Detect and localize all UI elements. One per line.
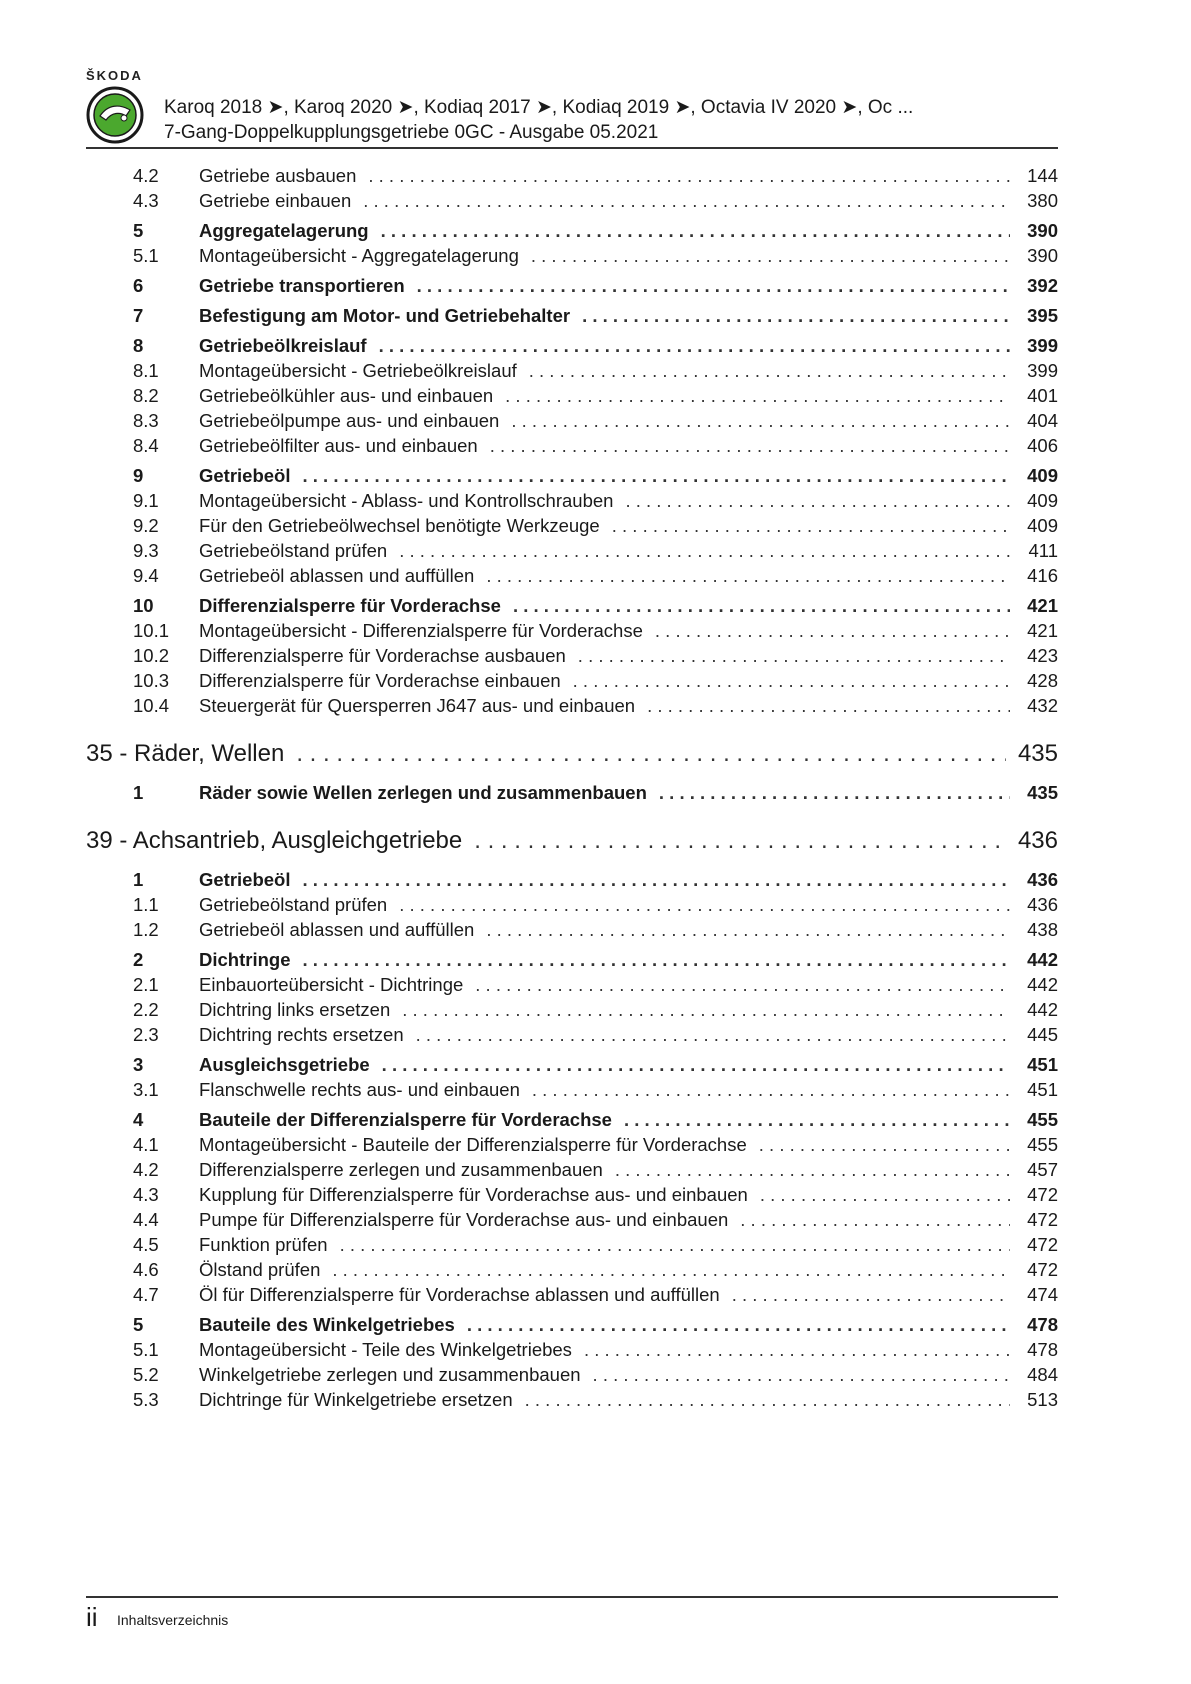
toc-section-row[interactable] [86,1054,1058,1079]
toc-dot-leader [303,869,1011,891]
toc-dot-leader [381,220,1010,242]
toc-section-row[interactable] [86,1109,1058,1134]
toc-title: Dichtringe [199,949,291,970]
toc-page-number: 457 [1027,1159,1058,1180]
toc-number: 10.4 [133,695,170,716]
toc-dot-leader [740,1209,1010,1231]
page-header [86,68,1058,148]
toc-title: Getriebeöl ablassen und auffüllen [199,565,475,586]
toc-number: 9.4 [133,565,159,586]
header-edition: 7-Gang-Doppelkupplungsgetriebe 0GC - Ausgabe 05.2021 [164,122,659,143]
toc-dot-leader [505,385,1010,407]
toc-title: Montageübersicht - Aggregatelagerung [199,245,519,266]
toc-number: 9.1 [133,490,159,511]
toc-page-number: 442 [1027,999,1058,1020]
toc-dot-leader [655,620,1010,642]
toc-page-number: 390 [1027,245,1058,266]
toc-subsection-row[interactable] [86,490,1058,515]
toc-title: Getriebeöl ablassen und auffüllen [199,919,475,940]
toc-dot-leader [578,645,1010,667]
toc-subsection-row[interactable] [86,1134,1058,1159]
toc-title: Differenzialsperre für Vorderachse ausbauen [199,645,566,666]
toc-title: Differenzialsperre für Vorderachse einbauen [199,670,561,691]
toc-title: Montageübersicht - Getriebeölkreislauf [199,360,517,381]
toc-page-number: 411 [1028,540,1058,561]
toc-dot-leader [296,740,1006,768]
toc-page-number: 513 [1027,1389,1058,1410]
toc-subsection-row[interactable] [86,540,1058,565]
toc-subsection-row[interactable] [86,245,1058,270]
toc-number: 4.7 [133,1284,159,1305]
toc-number: 10 [133,595,154,616]
toc-title: Getriebeöl [199,465,291,486]
toc-title: Differenzialsperre zerlegen und zusammenbauen [199,1159,603,1180]
toc-subsection-row[interactable] [86,974,1058,999]
toc-number: 2.2 [133,999,159,1020]
toc-number: 1 [133,869,144,890]
toc-page-number: 399 [1027,335,1058,356]
toc-page-number: 472 [1027,1209,1058,1230]
toc-section-row[interactable] [86,220,1058,245]
toc-page-number: 455 [1027,1109,1058,1130]
toc-page-number: 421 [1027,620,1058,641]
toc-dot-leader [475,974,1010,996]
toc-dot-leader [615,1159,1010,1181]
toc-dot-leader [624,1109,1010,1131]
toc-subsection-row[interactable] [86,999,1058,1024]
toc-dot-leader [593,1364,1010,1386]
toc-subsection-row[interactable] [86,645,1058,670]
toc-title: Getriebeölstand prüfen [199,894,388,915]
toc-subsection-row[interactable] [86,1259,1058,1284]
toc-dot-leader [511,410,1010,432]
toc-title: Getriebeölpumpe aus- und einbauen [199,410,500,431]
toc-number: 3 [133,1054,144,1075]
toc-subsection-row[interactable] [86,670,1058,695]
toc-subsection-row[interactable] [86,1024,1058,1049]
toc-section-row[interactable] [86,782,1058,807]
toc-subsection-row[interactable] [86,360,1058,385]
toc-dot-leader [513,595,1010,617]
toc-section-row[interactable] [86,305,1058,330]
toc-number: 6 [133,275,144,296]
toc-number: 8 [133,335,144,356]
toc-number: 4.6 [133,1259,159,1280]
toc-dot-leader [582,305,1010,327]
toc-page-number: 478 [1027,1314,1058,1335]
toc-dot-leader [399,540,1010,562]
toc-page-number: 380 [1027,190,1058,211]
toc-dot-leader [625,490,1010,512]
toc-title: Bauteile der Differenzialsperre für Vorderachse [199,1109,612,1130]
toc-number: 8.1 [133,360,159,381]
toc-title: Getriebeölfilter aus- und einbauen [199,435,478,456]
toc-page-number: 423 [1027,645,1058,666]
toc-dot-leader [303,465,1011,487]
toc-dot-leader [340,1234,1010,1256]
toc-dot-leader [379,335,1010,357]
toc-page-number: 390 [1027,220,1058,241]
toc-page-number: 438 [1027,919,1058,940]
toc-number: 4.5 [133,1234,159,1255]
toc-dot-leader [368,165,1010,187]
toc-subsection-row[interactable] [86,1184,1058,1209]
toc-subsection-row[interactable] [86,894,1058,919]
toc-subsection-row[interactable] [86,515,1058,540]
toc-title: Steuergerät für Quersperren J647 aus- und einbauen [199,695,636,716]
toc-dot-leader [467,1314,1010,1336]
toc-title: Getriebe transportieren [199,275,405,296]
toc-page-number: 436 [1017,827,1058,854]
toc-subsection-row[interactable] [86,410,1058,435]
toc-title: Montageübersicht - Differenzialsperre für Vorderachse [199,620,643,641]
toc-dot-leader [486,919,1010,941]
toc-page-number: 442 [1027,974,1058,995]
toc-number: 4.4 [133,1209,159,1230]
toc-dot-leader [486,565,1010,587]
toc-title: Räder sowie Wellen zerlegen und zusammenbauen [199,782,647,803]
toc-title: Öl für Differenzialsperre für Vorderachse ablassen und auffüllen [199,1284,720,1305]
toc-number: 5.2 [133,1364,159,1385]
toc-title: Dichtring rechts ersetzen [199,1024,404,1045]
toc-number: 9 [133,465,144,486]
toc-number: 10.3 [133,670,170,691]
footer-divider [86,1596,1058,1598]
toc-section-row[interactable] [86,1314,1058,1339]
toc-number: 4.2 [133,1159,159,1180]
toc-subsection-row[interactable] [86,919,1058,944]
toc-subsection-row[interactable] [86,1234,1058,1259]
toc-dot-leader [363,190,1010,212]
toc-page-number: 474 [1027,1284,1058,1305]
toc-dot-leader [732,1284,1010,1306]
toc-dot-leader [525,1389,1010,1411]
toc-section-row[interactable] [86,595,1058,620]
toc-dot-leader [573,670,1010,692]
toc-dot-leader [529,360,1010,382]
toc-title: Montageübersicht - Ablass- und Kontrollschrauben [199,490,614,511]
toc-dot-leader [490,435,1010,457]
toc-dot-leader [759,1134,1010,1156]
toc-subsection-row[interactable] [86,1079,1058,1104]
toc-dot-leader [760,1184,1010,1206]
toc-number: 8.2 [133,385,159,406]
toc-title: Ölstand prüfen [199,1259,321,1280]
toc-subsection-row[interactable] [86,165,1058,190]
toc-title: Funktion prüfen [199,1234,328,1255]
toc-number: 1 [133,782,144,803]
toc-number: 4.1 [133,1134,159,1155]
toc-page-number: 401 [1027,385,1058,406]
toc-page-number: 421 [1027,595,1058,616]
toc-dot-leader [416,1024,1010,1046]
toc-title: Ausgleichsgetriebe [199,1054,370,1075]
toc-page-number: 404 [1027,410,1058,431]
toc-dot-leader [612,515,1010,537]
toc-page-number: 399 [1027,360,1058,381]
toc-subsection-row[interactable] [86,620,1058,645]
toc-title: Getriebe einbauen [199,190,352,211]
footer-page-number: ii [86,1602,98,1632]
toc-page-number: 409 [1027,515,1058,536]
toc-dot-leader [584,1339,1010,1361]
toc-page-number: 435 [1027,782,1058,803]
toc-title: Getriebeölkreislauf [199,335,367,356]
toc-number: 2 [133,949,144,970]
toc-page-number: 451 [1027,1054,1058,1075]
toc-number: 2.1 [133,974,159,995]
toc-title: Differenzialsperre für Vorderachse [199,595,501,616]
toc-title: Dichtring links ersetzen [199,999,391,1020]
toc-subsection-row[interactable] [86,1209,1058,1234]
toc-number: 3.1 [133,1079,159,1100]
header-divider [86,147,1058,149]
toc-title: Montageübersicht - Teile des Winkelgetriebes [199,1339,572,1360]
toc-page-number: 451 [1027,1079,1058,1100]
toc-subsection-row[interactable] [86,565,1058,590]
toc-subsection-row[interactable] [86,695,1058,720]
toc-title: 35 - Räder, Wellen [86,740,285,767]
toc-page-number: 395 [1027,305,1058,326]
toc-page-number: 409 [1027,490,1058,511]
header-models: Karoq 2018 ➤, Karoq 2020 ➤, Kodiaq 2017 ➤, Kodiaq 2019 ➤, Octavia IV 2020 ➤, Oc ... [164,97,914,118]
toc-subsection-row[interactable] [86,190,1058,215]
toc-section-row[interactable] [86,275,1058,300]
toc-title: Bauteile des Winkelgetriebes [199,1314,455,1335]
toc-subsection-row[interactable] [86,385,1058,410]
toc-section-row[interactable] [86,869,1058,894]
table-of-contents [86,165,1058,1414]
toc-number: 8.4 [133,435,159,456]
toc-section-row[interactable] [86,335,1058,360]
toc-dot-leader [474,827,1006,855]
toc-subsection-row[interactable] [86,1284,1058,1309]
toc-number: 5.1 [133,245,159,266]
toc-number: 1.1 [133,894,159,915]
footer-label: Inhaltsverzeichnis [117,1612,229,1628]
toc-number: 5 [133,1314,144,1335]
toc-page-number: 472 [1027,1234,1058,1255]
toc-page-number: 416 [1027,565,1058,586]
toc-page-number: 472 [1027,1259,1058,1280]
toc-page-number: 436 [1027,894,1058,915]
toc-page-number: 435 [1017,740,1058,767]
toc-dot-leader [532,1079,1010,1101]
toc-number: 4 [133,1109,144,1130]
toc-dot-leader [382,1054,1010,1076]
toc-chapter-row[interactable] [86,827,1058,865]
toc-title: Einbauorteübersicht - Dichtringe [199,974,464,995]
toc-number: 10.2 [133,645,170,666]
toc-title: Flanschwelle rechts aus- und einbauen [199,1079,520,1100]
toc-subsection-row[interactable] [86,1159,1058,1184]
toc-title: Getriebeölstand prüfen [199,540,388,561]
toc-subsection-row[interactable] [86,1389,1058,1414]
toc-page-number: 442 [1027,949,1058,970]
toc-number: 5.1 [133,1339,159,1360]
toc-dot-leader [402,999,1010,1021]
toc-number: 10.1 [133,620,170,641]
toc-title: Kupplung für Differenzialsperre für Vorderachse aus- und einbauen [199,1184,748,1205]
toc-page-number: 436 [1027,869,1058,890]
toc-page-number: 432 [1027,695,1058,716]
toc-dot-leader [531,245,1010,267]
toc-title: Pumpe für Differenzialsperre für Vorderachse aus- und einbauen [199,1209,729,1230]
toc-chapter-row[interactable] [86,740,1058,778]
toc-page-number: 428 [1027,670,1058,691]
toc-dot-leader [659,782,1010,804]
toc-page-number: 392 [1027,275,1058,296]
toc-title: Getriebeöl [199,869,291,890]
toc-number: 4.3 [133,1184,159,1205]
toc-title: Für den Getriebeölwechsel benötigte Werkzeuge [199,515,600,536]
toc-subsection-row[interactable] [86,1339,1058,1364]
toc-dot-leader [399,894,1010,916]
toc-dot-leader [647,695,1010,717]
toc-title: Befestigung am Motor- und Getriebehalter [199,305,571,326]
toc-page-number: 455 [1027,1134,1058,1155]
toc-title: Dichtringe für Winkelgetriebe ersetzen [199,1389,513,1410]
toc-number: 4.3 [133,190,159,211]
toc-number: 1.2 [133,919,159,940]
toc-number: 5 [133,220,144,241]
toc-title: Montageübersicht - Bauteile der Differenzialsperre für Vorderachse [199,1134,747,1155]
brand-wordmark: ŠKODA [86,68,143,83]
toc-dot-leader [302,949,1010,971]
toc-subsection-row[interactable] [86,435,1058,460]
toc-title: Getriebeölkühler aus- und einbauen [199,385,494,406]
toc-section-row[interactable] [86,949,1058,974]
toc-title: Aggregatelagerung [199,220,369,241]
toc-page-number: 406 [1027,435,1058,456]
toc-number: 8.3 [133,410,159,431]
toc-page-number: 478 [1027,1339,1058,1360]
toc-page-number: 445 [1027,1024,1058,1045]
toc-number: 7 [133,305,144,326]
toc-page-number: 144 [1027,165,1058,186]
toc-number: 2.3 [133,1024,159,1045]
skoda-logo-icon [86,86,144,144]
toc-number: 9.3 [133,540,159,561]
toc-dot-leader [417,275,1010,297]
toc-section-row[interactable] [86,465,1058,490]
toc-page-number: 472 [1027,1184,1058,1205]
toc-page-number: 409 [1027,465,1058,486]
toc-title: 39 - Achsantrieb, Ausgleichgetriebe [86,827,463,854]
toc-title: Winkelgetriebe zerlegen und zusammenbauen [199,1364,581,1385]
toc-number: 5.3 [133,1389,159,1410]
toc-title: Getriebe ausbauen [199,165,357,186]
toc-number: 9.2 [133,515,159,536]
toc-dot-leader [332,1259,1010,1281]
toc-number: 4.2 [133,165,159,186]
toc-subsection-row[interactable] [86,1364,1058,1389]
toc-page-number: 484 [1027,1364,1058,1385]
